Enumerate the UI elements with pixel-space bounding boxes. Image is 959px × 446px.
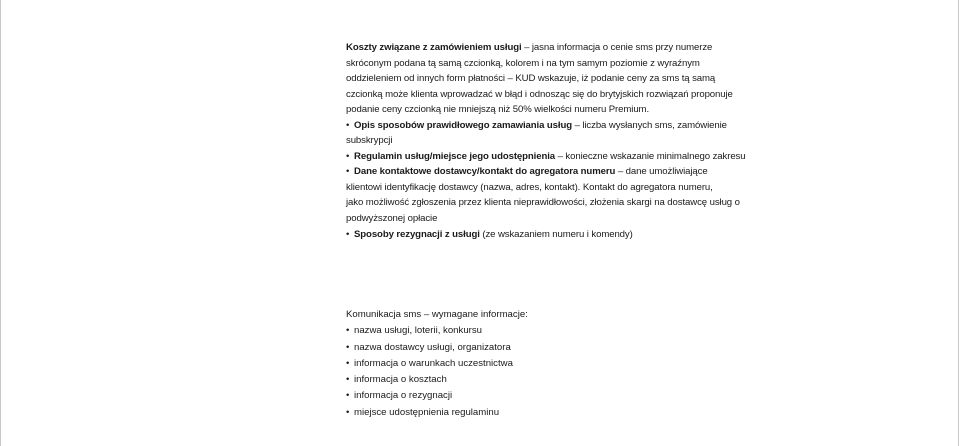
bullet-glyph: •	[346, 374, 350, 386]
list-item	[346, 388, 766, 404]
list-item	[346, 340, 766, 356]
list-item	[346, 356, 766, 372]
list-item-text: informacja o kosztach	[354, 374, 447, 386]
bullet-glyph: •	[346, 357, 350, 369]
intro-bold-heading: Koszty związane z zamówieniem usługi	[346, 42, 522, 53]
intro-line-3: oddzieleniem od innych form płatności – KUD wskazuje, iż podanie ceny za sms tą samą	[346, 73, 716, 84]
bullet-glyph: •	[346, 341, 350, 353]
bullet-item-cancellation	[346, 227, 766, 243]
intro-line-2: skróconym podana tą samą czcionką, kolorem i na tym samym poziomie z wyraźnym	[346, 57, 700, 69]
bullet-cont-line: podwyższonej opłacie	[346, 213, 438, 225]
bullet-bold: Regulamin usług/miejsce jego udostępnienia	[354, 150, 556, 162]
list-item-text: informacja o warunkach uczestnictwa	[354, 357, 513, 369]
bullet-cont-line: subskrypcji	[346, 135, 393, 147]
bullet-cont-line: jako możliwość zgłoszenia przez klienta nieprawidłowości, złożenia skargi na dostawcę usług o	[346, 197, 740, 209]
document-section-costs	[346, 40, 766, 242]
list-item	[346, 405, 766, 421]
bullet-glyph: •	[346, 119, 350, 131]
list-item	[346, 372, 766, 388]
bullet-bold: Dane kontaktowe dostawcy/kontakt do agregatora numeru	[354, 166, 616, 178]
intro-line-5: podanie ceny czcionką nie mniejszą niż 50% wielkości numeru Premium.	[346, 104, 650, 115]
section-heading: Komunikacja sms – wymagane informacje:	[346, 309, 528, 320]
list-item-text: miejsce udostępnienia regulaminu	[354, 406, 500, 418]
intro-line-1	[346, 40, 766, 56]
bullet-glyph: •	[346, 325, 350, 337]
bullet-glyph: •	[346, 150, 350, 162]
bullet-bold: Sposoby rezygnacji z usługi	[354, 228, 480, 240]
bullet-item-terms	[346, 149, 766, 165]
document-section-sms	[346, 307, 766, 421]
bullet-glyph: •	[346, 228, 350, 240]
list-item-text: nazwa dostawcy usługi, organizatora	[354, 341, 511, 353]
bullet-rest: – liczba wysłanych sms, zamówienie	[572, 119, 727, 131]
bullet-bold: Opis sposobów prawidłowego zamawiania usług	[354, 119, 572, 131]
bullet-glyph: •	[346, 406, 350, 418]
list-item-text: nazwa usługi, loterii, konkursu	[354, 325, 482, 337]
left-border	[0, 0, 1, 446]
bullet-item-ordering	[346, 118, 766, 134]
bullet-cont-line: klientowi identyfikację dostawcy (nazwa, adres, kontakt). Kontakt do agregatora numeru,	[346, 181, 713, 193]
list-item-text: informacja o rezygnacji	[354, 390, 453, 402]
bullet-rest: (ze wskazaniem numeru i komendy)	[479, 228, 633, 240]
intro-rest-text: – jasna informacja o cenie sms przy numerze	[521, 42, 713, 53]
bullet-glyph: •	[346, 166, 350, 178]
list-item	[346, 323, 766, 339]
bullet-item-contact	[346, 164, 766, 180]
bullet-glyph: •	[346, 390, 350, 402]
bullet-rest: – konieczne wskazanie minimalnego zakresu	[555, 150, 746, 162]
intro-line-4: czcionką może klienta wprowadzać w błąd i odnosząc się do brytyjskich rozwiązań proponuje	[346, 88, 733, 100]
bullet-rest: – dane umożliwiające	[615, 166, 708, 178]
